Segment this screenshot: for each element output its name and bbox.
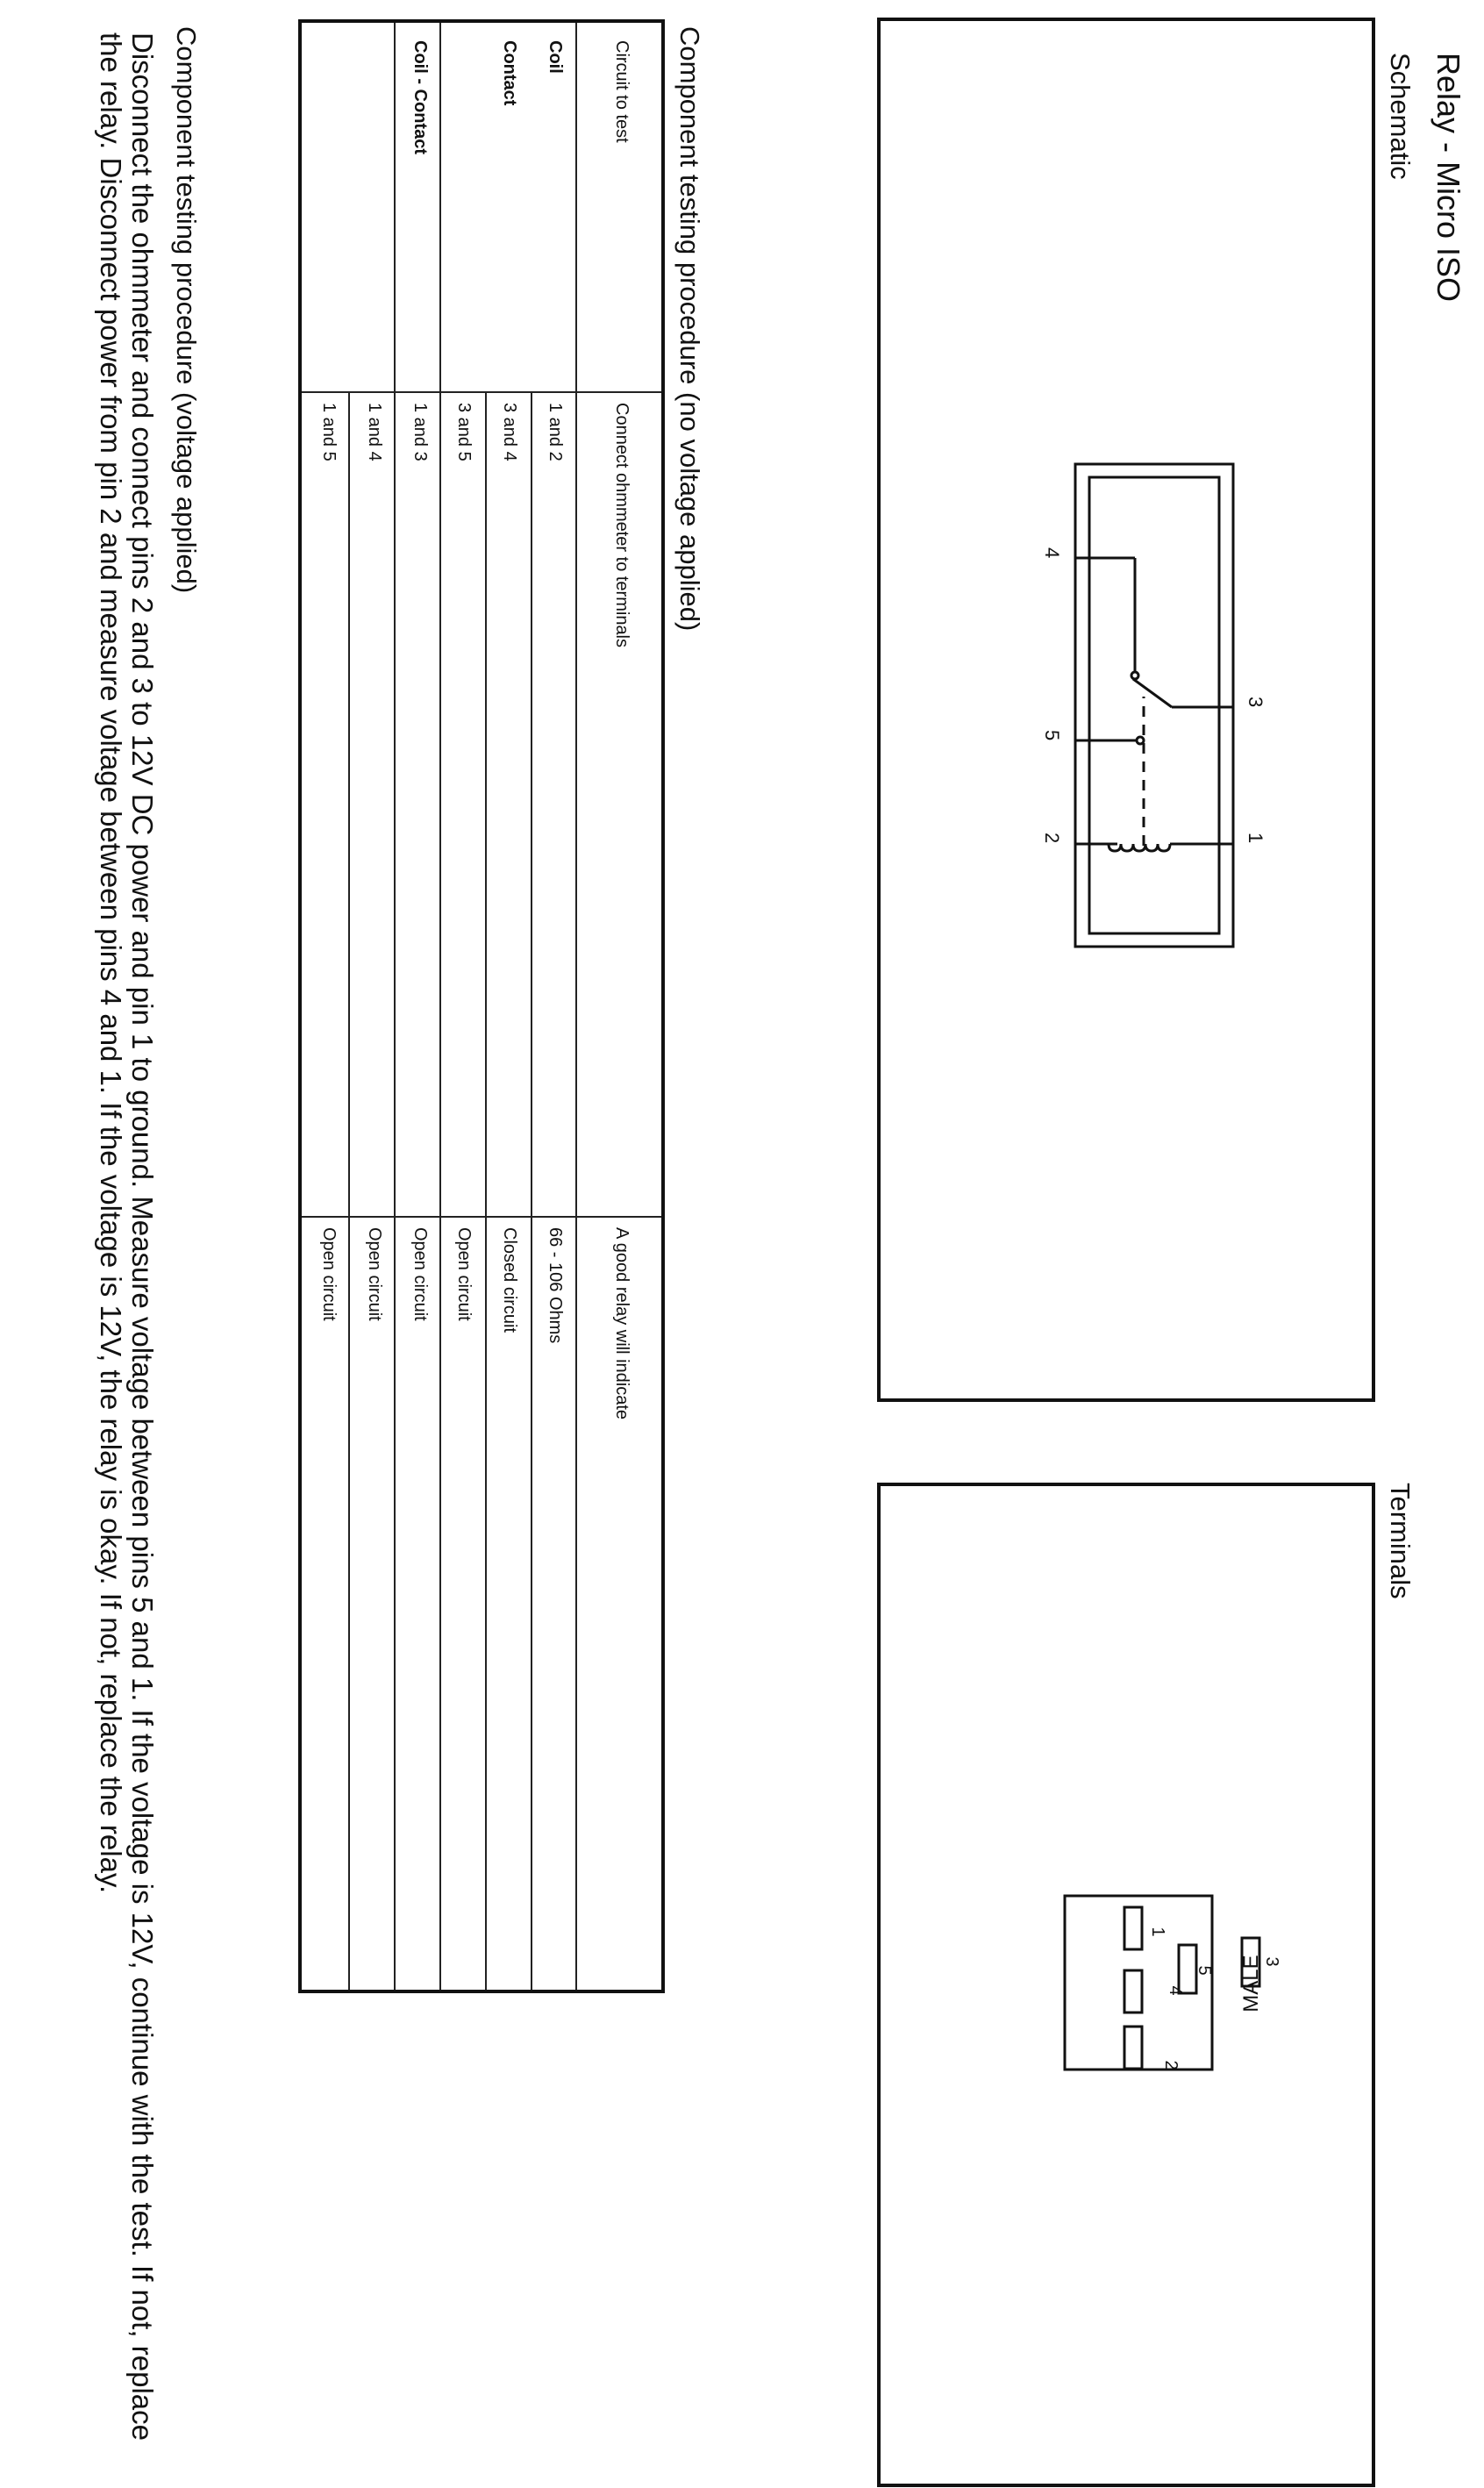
pin5-contact [1137,737,1144,744]
terminal-pin-5: 5 [1195,1965,1214,1976]
connector-body [1065,1896,1212,2070]
row-1-terminals: 1 and 2 [546,403,565,461]
table-rule-coil-group [439,23,441,1990]
schematic-pin-3: 3 [1245,697,1266,708]
group-coil: Coil [546,40,565,74]
table-rule-row2 [485,391,487,1990]
voltage-heading: Component testing procedure (voltage applied) [171,26,202,594]
pin4-blade [1124,1970,1142,2013]
voltage-procedure-text: Disconnect the ohmmeter and connect pins 2 and 3 to 12V DC power and pin 1 to ground. Measure voltage between pins 5 and 1. If the voltage is 12V, continue with the test. If not, replace the relay. Disconnect power from pin 2 and measure voltage between pins 4 and 1. If the voltage is 12V, the relay is okay. If not, replace the relay. [95,32,159,2441]
relay-inner-frame [1089,477,1219,933]
terminal-pin-3: 3 [1262,1956,1281,1967]
table-rule-row5 [348,391,350,1990]
row-3-terminals: 3 and 5 [454,403,474,461]
row-2-terminals: 3 and 4 [500,403,519,461]
row-6-indication: Open circuit [319,1227,339,1321]
terminal-pin-2: 2 [1161,2060,1181,2070]
connector-diagram [881,1486,1372,2484]
table-col-divider-2 [302,1216,661,1218]
schematic-box [877,18,1375,1402]
row-5-indication: Open circuit [365,1227,384,1321]
pin4-contact [1131,672,1138,679]
col-header-indication: A good relay will indicate [612,1227,631,1420]
coil-symbol [1109,844,1170,851]
col-header-terminals: Connect ohmmeter to terminals [612,403,631,648]
page-title: Relay - Micro ISO [1430,53,1466,303]
row-1-indication: 66 - 106 Ohms [546,1227,565,1344]
pin2-blade [1124,2027,1142,2069]
row-2-indication: Closed circuit [500,1227,519,1333]
col-header-circuit: Circuit to test [612,40,631,143]
row-3-indication: Open circuit [454,1227,474,1321]
relay-outer-frame [1075,464,1233,947]
row-4-indication: Open circuit [410,1227,430,1321]
group-contact: Contact [500,40,519,106]
relay-schematic-diagram [881,21,1372,1398]
terminal-pin-1: 1 [1148,1927,1167,1937]
schematic-heading: Schematic [1385,53,1416,180]
table-col-divider-1 [302,391,661,393]
group-coil-contact: Coil - Contact [410,40,430,154]
schematic-pin-5: 5 [1041,730,1063,741]
connector-gender-label: MALE [1239,1955,1263,2013]
switch-arm [1133,679,1172,707]
row-4-terminals: 1 and 3 [410,403,430,461]
table-rule-contact-group [394,23,396,1990]
table-rule-header [575,23,577,1990]
pin1-blade [1124,1907,1142,1949]
terminals-heading: Terminals [1385,1483,1416,1599]
schematic-pin-1: 1 [1245,833,1266,844]
table-rule-row1 [531,391,532,1990]
no-voltage-table [298,19,665,1993]
no-voltage-heading: Component testing procedure (no voltage applied) [674,26,705,632]
terminals-box [877,1483,1375,2487]
schematic-pin-4: 4 [1041,547,1063,559]
row-5-terminals: 1 and 4 [365,403,384,461]
terminal-pin-4: 4 [1166,1985,1185,1996]
row-6-terminals: 1 and 5 [319,403,339,461]
schematic-pin-2: 2 [1041,833,1063,844]
